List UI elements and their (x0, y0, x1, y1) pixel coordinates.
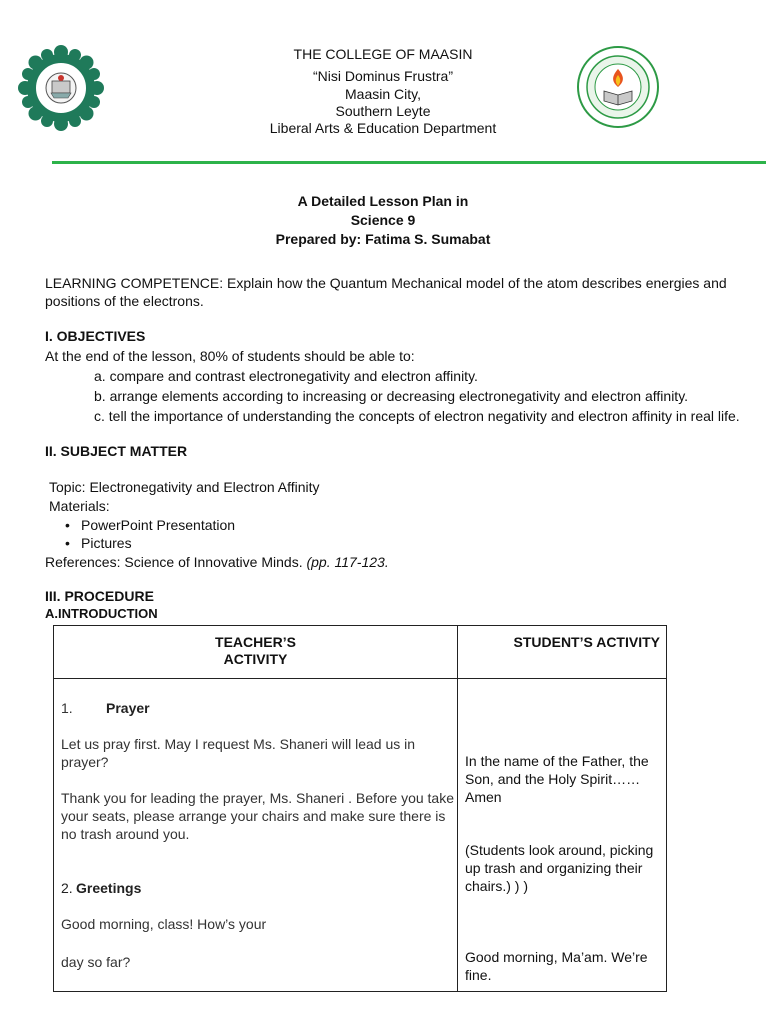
references (45, 553, 389, 571)
introduction-subheading: A.INTRODUCTION (45, 606, 158, 621)
procedure-heading: III. PROCEDURE (45, 588, 154, 604)
teacher-activity-header: TEACHER’S ACTIVITY (54, 626, 458, 679)
college-name: THE COLLEGE OF MAASIN (293, 46, 473, 62)
subject-topic: Topic: Electronegativity and Electron Affinity (49, 479, 320, 495)
objective-item-c: c. tell the importance of understanding the concepts of electron negativity and electron affinity in real life. (94, 408, 740, 424)
objective-item-b: b. arrange elements according to increasing or decreasing electronegativity and electron affinity. (94, 388, 689, 404)
college-seal-logo (18, 45, 104, 131)
subject-matter-heading: II. SUBJECT MATTER (45, 443, 188, 459)
title-line-1: A Detailed Lesson Plan in (297, 193, 469, 209)
materials-label: Materials: (49, 498, 110, 514)
greeting-line-1: Good morning, class! How’s your (61, 916, 267, 932)
material-item: • PowerPoint Presentation (55, 516, 235, 534)
references-pages: (pp. 117-123. (306, 554, 389, 570)
prayer-request-text: Let us pray first. May I request Ms. Shaneri will lead us in prayer? (61, 736, 416, 770)
lesson-plan-title (160, 192, 606, 249)
teacher-activity-cell (54, 679, 458, 992)
references-label: References: Science of Innovative Minds. (45, 554, 303, 570)
department-name: Liberal Arts & Education Department (269, 120, 497, 136)
objective-item-a: a. compare and contrast electronegativity and electron affinity. (94, 368, 478, 384)
procedure-table (53, 625, 667, 992)
greeting-line-2: day so far? (61, 954, 131, 970)
learning-competence: LEARNING COMPETENCE: Explain how the Quantum Mechanical model of the atom describes energies and positions of the electrons. (45, 275, 727, 309)
title-line-2: Science 9 (350, 212, 416, 228)
material-item: • Pictures (55, 534, 235, 552)
college-province: Southern Leyte (335, 103, 431, 119)
trash-response: (Students look around, picking up trash and organizing their chairs.) ) ) (465, 842, 654, 894)
header-divider (52, 161, 766, 164)
college-motto: “Nisi Dominus Frustra” (312, 68, 453, 84)
thanks-text: Thank you for leading the prayer, Ms. Shaneri . Before you take your seats, please arrange your chairs and make sure there is no trash around you. (61, 790, 454, 842)
prayer-label: Prayer (106, 700, 150, 716)
objectives-intro: At the end of the lesson, 80% of students should be able to: (45, 348, 415, 364)
title-line-3: Prepared by: Fatima S. Sumabat (275, 231, 491, 247)
objectives-heading: I. OBJECTIVES (45, 328, 146, 344)
student-activity-header: STUDENT’S ACTIVITY (458, 626, 667, 679)
student-activity-cell (458, 679, 667, 992)
greetings-label: Greetings (76, 880, 142, 896)
prayer-response: In the name of the Father, the Son, and the Holy Spirit…… Amen (465, 753, 649, 805)
college-city: Maasin City, (345, 86, 421, 102)
greetings-number: 2. (61, 880, 73, 896)
prayer-number: 1. (61, 700, 73, 716)
materials-list (55, 516, 235, 552)
greeting-response: Good morning, Ma’am. We’re fine. (465, 949, 648, 983)
